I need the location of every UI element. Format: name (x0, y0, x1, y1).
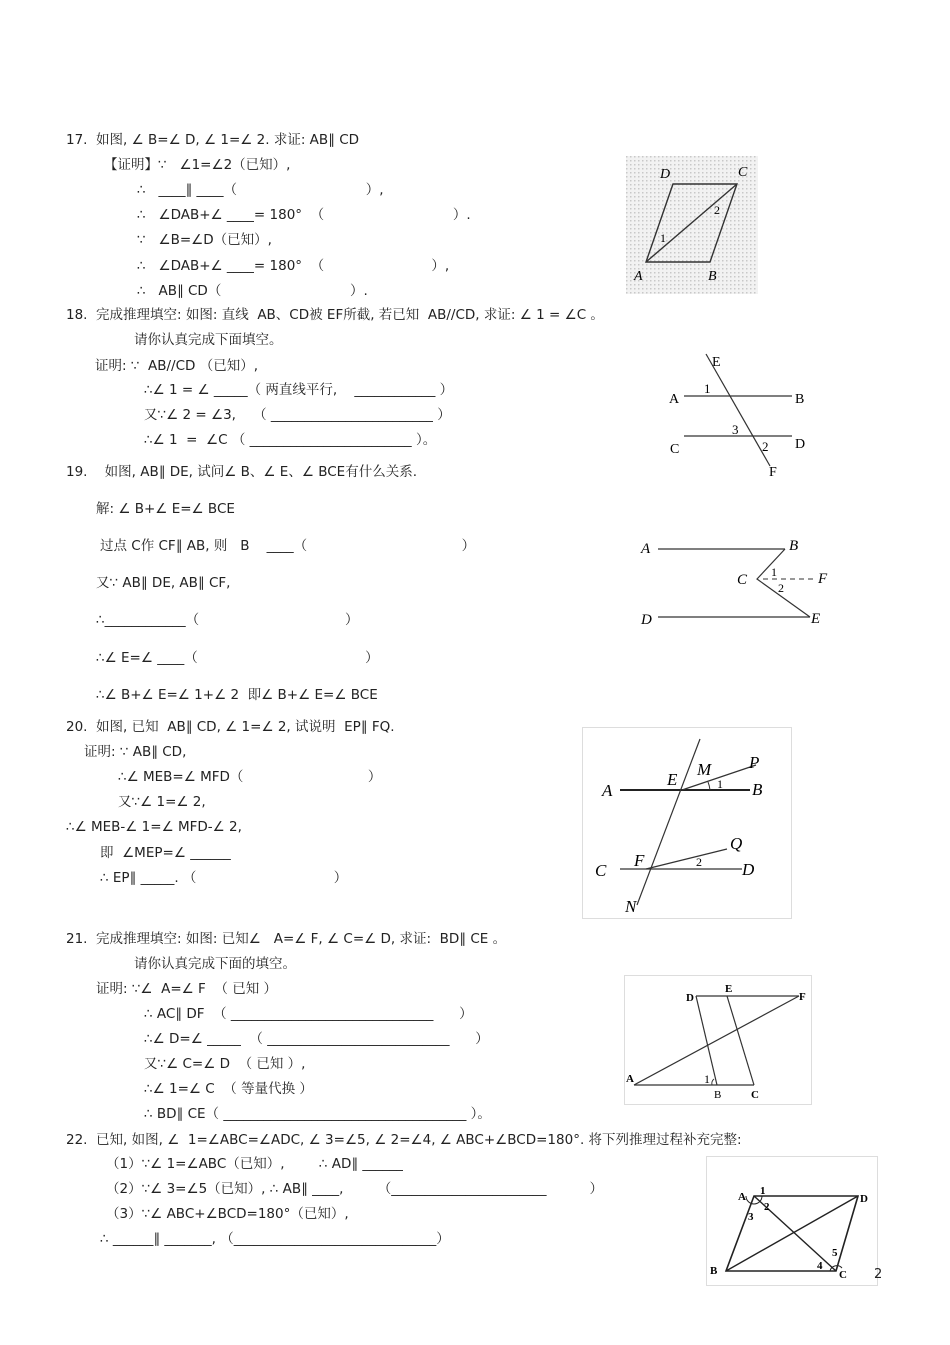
q21-label-f: F (799, 991, 806, 1003)
q17-angle-1: 1 (660, 231, 666, 245)
q21-line-3: ∴ AC∥ DF （ ______________________________ ） (144, 1006, 473, 1022)
q22-angle-2: 2 (764, 1201, 770, 1213)
q18-label-b: B (795, 392, 805, 407)
q22-line-2: （2）∵∠ 3=∠5（已知）, ∴ AB∥ ____, （_______________________ ） (106, 1181, 603, 1197)
q18-label-e: E (712, 355, 721, 370)
q21-label-b: B (714, 1089, 722, 1101)
q22-label-b: B (710, 1265, 718, 1277)
q18-line-4: 又∵∠ 2 = ∠3, （ ________________________ ） (144, 407, 451, 423)
q20-label-m: M (697, 760, 712, 779)
q19-line-1: 解: ∠ B+∠ E=∠ BCE (96, 501, 235, 517)
q22-figure (706, 1156, 878, 1286)
q21-line-5: 又∵∠ C=∠ D （ 已知 ）, (144, 1056, 306, 1072)
q22-line-3: （3）∵∠ ABC+∠BCD=180°（已知）, (106, 1206, 349, 1222)
q20-label-d: D (742, 860, 755, 879)
q22-label-c: C (839, 1269, 847, 1281)
q19-line-5: ∴∠ E=∠ ____（ ） (96, 650, 379, 666)
q17-label-c: C (738, 165, 748, 180)
q20-figure (582, 727, 792, 919)
q21-label-a: A (626, 1073, 634, 1085)
q18-line-3: ∴∠ 1 = ∠ _____（ 两直线平行, ____________ ） (144, 382, 454, 398)
q21-angle-1: 1 (704, 1072, 710, 1086)
q21-line-6: ∴∠ 1=∠ C （ 等量代换 ） (144, 1081, 313, 1097)
q20-angle-1: 1 (717, 777, 723, 791)
q20-angle-2: 2 (696, 855, 702, 869)
q19-label-f: F (818, 571, 828, 587)
q17-line-5: ∴ ∠DAB+∠ ____= 180° （ ）, (137, 258, 450, 274)
q22-angle-1: 1 (760, 1185, 766, 1197)
q17-line-2: ∴ ____∥ ____（ ）, (137, 182, 384, 198)
q19-angle-2: 2 (778, 581, 784, 595)
q22-label-a: A (738, 1191, 746, 1203)
q21-label-d: D (686, 992, 694, 1004)
q20-line-1: 证明: ∵ AB∥ CD, (84, 744, 187, 760)
q20-line-6: ∴ EP∥ _____. （ ） (100, 870, 348, 886)
q18-line-2: 证明: ∵ AB//CD （已知）, (95, 358, 259, 374)
q17-figure (626, 156, 758, 294)
q20-line-5: 即 ∠MEP=∠ ______ (100, 845, 231, 861)
q20-label-a: A (602, 781, 613, 800)
q22-angle-3: 3 (748, 1211, 754, 1223)
q19-line-6: ∴∠ B+∠ E=∠ 1+∠ 2 即∠ B+∠ E=∠ BCE (96, 687, 378, 703)
q22-prompt: 22. 已知, 如图, ∠ 1=∠ABC=∠ADC, ∠ 3=∠5, ∠ 2=∠4, ∠ ABC+∠BCD=180°. 将下列推理过程补充完整: (66, 1132, 742, 1148)
q21-line-4: ∴∠ D=∠ _____ （ ___________________________ ） (144, 1031, 489, 1047)
page-number: 2 (874, 1267, 883, 1282)
q20-label-e: E (667, 770, 678, 789)
q19-line-4: ∴____________（ ） (96, 612, 359, 628)
q17-prompt: 17. 如图, ∠ B=∠ D, ∠ 1=∠ 2. 求证: AB∥ CD (66, 132, 360, 148)
q21-figure (624, 975, 812, 1105)
q19-label-d: D (641, 612, 652, 628)
q17-label-b: B (708, 269, 717, 284)
q22-line-1: （1）∵∠ 1=∠ABC（已知）, ∴ AD∥ ______ (106, 1156, 403, 1172)
q22-label-d: D (860, 1193, 868, 1205)
q18-line-5: ∴∠ 1 = ∠C （ ________________________ ）。 (144, 432, 437, 448)
q20-label-p: P (749, 753, 760, 772)
q19-line-3: 又∵ AB∥ DE, AB∥ CF, (96, 575, 231, 591)
q20-label-n: N (625, 897, 637, 916)
q17-label-d: D (660, 167, 671, 182)
q21-line-1: 请你认真完成下面的填空。 (134, 956, 296, 972)
q22-line-4: ∴ ______∥ _______, （______________________________） (100, 1231, 450, 1247)
q20-label-f: F (634, 851, 645, 870)
q19-label-a: A (641, 541, 651, 557)
q17-line-3: ∴ ∠DAB+∠ ____= 180° （ ）. (137, 207, 471, 223)
q20-label-b: B (752, 780, 763, 799)
q17-line-6: ∴ AB∥ CD（ ）. (137, 283, 368, 299)
q17-line-1: 【证明】∵ ∠1=∠2（已知）, (104, 157, 291, 173)
q18-label-a: A (669, 392, 680, 407)
q17-angle-2: 2 (714, 203, 720, 217)
q18-angle-1: 1 (704, 381, 711, 396)
q18-angle-3: 3 (732, 422, 739, 437)
q22-angle-4: 4 (817, 1260, 823, 1272)
q19-angle-1: 1 (771, 565, 777, 579)
q18-angle-2: 2 (762, 439, 769, 454)
q19-label-e: E (811, 611, 821, 627)
q20-line-4: ∴∠ MEB-∠ 1=∠ MFD-∠ 2, (66, 819, 242, 835)
q18-prompt: 18. 完成推理填空: 如图: 直线 AB、CD被 EF所截, 若已知 AB//CD, 求证: ∠ 1 = ∠C 。 (66, 307, 604, 323)
q19-prompt: 19. 如图, AB∥ DE, 试问∠ B、∠ E、∠ BCE有什么关系. (66, 464, 418, 480)
q21-prompt: 21. 完成推理填空: 如图: 已知∠ A=∠ F, ∠ C=∠ D, 求证: BD∥ CE 。 (66, 931, 507, 947)
q18-figure (662, 348, 812, 478)
q20-label-q: Q (730, 834, 743, 853)
q20-line-3: 又∵∠ 1=∠ 2, (118, 794, 206, 810)
q19-label-c: C (737, 572, 748, 588)
q21-label-e: E (725, 983, 733, 995)
q22-angle-5: 5 (832, 1247, 838, 1259)
q21-line-2: 证明: ∵∠ A=∠ F （ 已知 ） (96, 981, 277, 997)
q21-label-c: C (751, 1089, 759, 1101)
q19-label-b: B (789, 538, 799, 554)
q20-prompt: 20. 如图, 已知 AB∥ CD, ∠ 1=∠ 2, 试说明 EP∥ FQ. (66, 719, 395, 735)
q18-label-c: C (670, 442, 680, 457)
q18-label-d: D (795, 437, 806, 452)
q18-label-f: F (769, 465, 777, 478)
q17-line-4: ∵ ∠B=∠D（已知）, (137, 232, 272, 248)
q21-line-7: ∴ BD∥ CE（ ____________________________________ ）。 (144, 1106, 491, 1122)
q19-figure (625, 528, 840, 638)
q20-label-c: C (595, 861, 607, 880)
q17-label-a: A (634, 269, 643, 284)
q19-line-2: 过点 C作 CF∥ AB, 则 B ____（ ） (100, 538, 476, 554)
q18-line-1: 请你认真完成下面填空。 (134, 332, 283, 348)
q20-line-2: ∴∠ MEB=∠ MFD（ ） (118, 769, 382, 785)
